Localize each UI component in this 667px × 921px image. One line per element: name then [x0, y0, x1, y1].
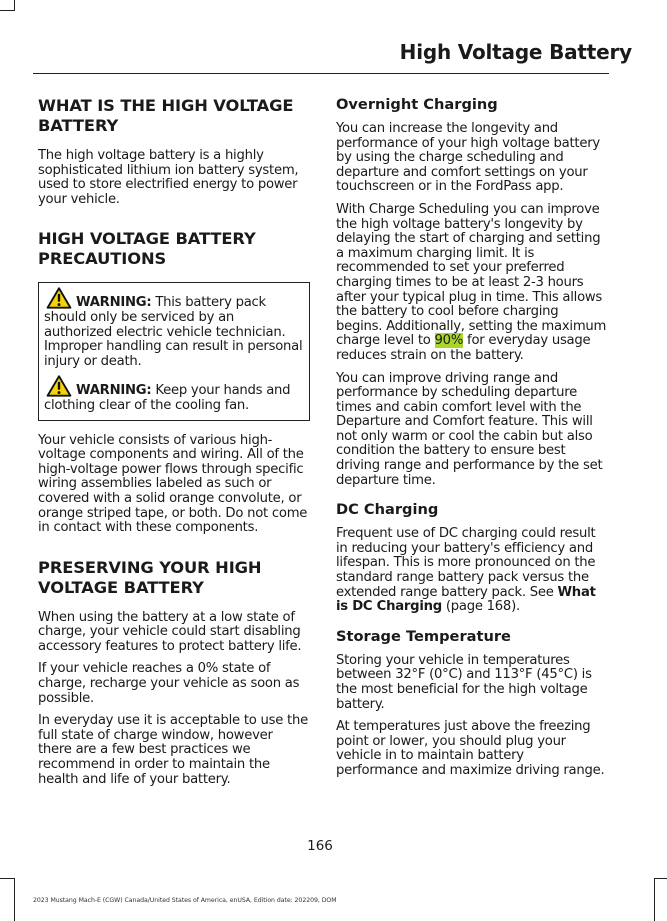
dc-page-reference: (page 168). — [441, 599, 520, 615]
preserving-paragraph-2: If your vehicle reaches a 0% state of charge, recharge your vehicle as soon as possible. — [38, 661, 300, 706]
header-divider — [33, 73, 609, 74]
warning-box — [38, 282, 310, 420]
page-title: High Voltage Battery — [399, 40, 632, 64]
warning-label: WARNING: — [76, 295, 152, 311]
page-number: 166 — [307, 838, 333, 854]
section-heading-precautions: HIGH VOLTAGE BATTERY PRECAUTIONS — [38, 229, 256, 269]
section-heading-what-is: WHAT IS THE HIGH VOLTAGE BATTERY — [38, 96, 294, 135]
overnight-text-end: for everyday usage reduces strain on the battery. — [336, 333, 591, 363]
warning-text-service: This battery pack should only be serviced by an authorized electric vehicle technician. Improper handling can result in personal injury or death. — [44, 295, 303, 369]
storage-paragraph-2: At temperatures just above the freezing point or lower, you should plug your vehicle in to maintain battery performance and maximize driving range. — [336, 719, 605, 778]
preserving-paragraph-1: When using the battery at a low state of charge, your vehicle could start disabling accessory features to protect battery life. — [38, 609, 302, 654]
what-is-paragraph: The high voltage battery is a highly sophisticated lithium ion battery system, used to store electrified energy to power your vehicle. — [38, 148, 299, 207]
warning-item-service — [44, 287, 305, 369]
subheading-dc-charging: DC Charging — [336, 501, 439, 519]
dc-charging-paragraph — [336, 527, 608, 615]
warning-item-cooling-fan — [44, 375, 305, 413]
section-heading-preserving: PRESERVING YOUR HIGH VOLTAGE BATTERY — [38, 557, 262, 597]
storage-paragraph-1: Storing your vehicle in temperatures between 32°F (0°C) and 113°F (45°C) is the most beneficial for the high voltage battery. — [336, 652, 592, 712]
warning-label: WARNING: — [76, 383, 152, 399]
right-column — [336, 96, 608, 779]
warning-text-cooling-fan: Keep your hands and clothing clear of the cooling fan. — [44, 383, 291, 413]
warning-triangle-icon — [44, 287, 74, 309]
crop-mark-bottom-right — [654, 878, 667, 921]
dc-charging-cross-reference-link[interactable]: What is DC Charging — [336, 584, 596, 615]
dc-text: Frequent use of DC charging could result in reducing your battery's efficiency and lifespan. This is more pronounced on the standard range battery pack versus the extended range battery pack. See — [336, 526, 596, 600]
overnight-paragraph-3: You can improve driving range and performance by scheduling departure times and cabin comfort level with the Departure and Comfort feature. This will not only warm or cool the cabin but also condition the battery to ensure best driving range and performance by the set departure time. — [336, 370, 603, 488]
overnight-text: With Charge Scheduling you can improve the high voltage battery's longevity by delaying the start of charging and setting a maximum charging limit. It is recommended to set your preferred charging times to be at least 2-3 hours after your typical plug in time. This allows the battery to cool before charging begins. Additionally, setting the maximum charge level to — [336, 201, 607, 349]
highlighted-charge-level: 90% — [434, 333, 464, 349]
overnight-paragraph-2 — [336, 203, 608, 364]
crop-mark-bottom-left — [0, 878, 15, 921]
overnight-paragraph-1: You can increase the longevity and performance of your high voltage battery by using the charge scheduling and departure and comfort settings on your touchscreen or in the FordPass app. — [336, 121, 600, 195]
crop-mark-top-left — [0, 0, 15, 11]
preserving-paragraph-3: In everyday use it is acceptable to use the full state of charge window, however there are a few best practices we recommend in order to maintain the health and life of your battery. — [38, 713, 308, 787]
warning-triangle-icon — [44, 375, 74, 397]
high-voltage-components-paragraph: Your vehicle consists of various high-voltage components and wiring. All of the high-voltage power flows through specific wiring assemblies labeled as such or covered with a solid orange convolute, or orange striped tape, or both. Do not come in contact with these components. — [38, 432, 308, 536]
subheading-overnight-charging: Overnight Charging — [336, 96, 498, 113]
left-column — [38, 96, 310, 787]
footer-edition-info: 2023 Mustang Mach-E (CGW) Canada/United States of America, enUSA, Edition date: 202209, DOM — [33, 897, 337, 904]
subheading-storage-temperature: Storage Temperature — [336, 627, 511, 645]
